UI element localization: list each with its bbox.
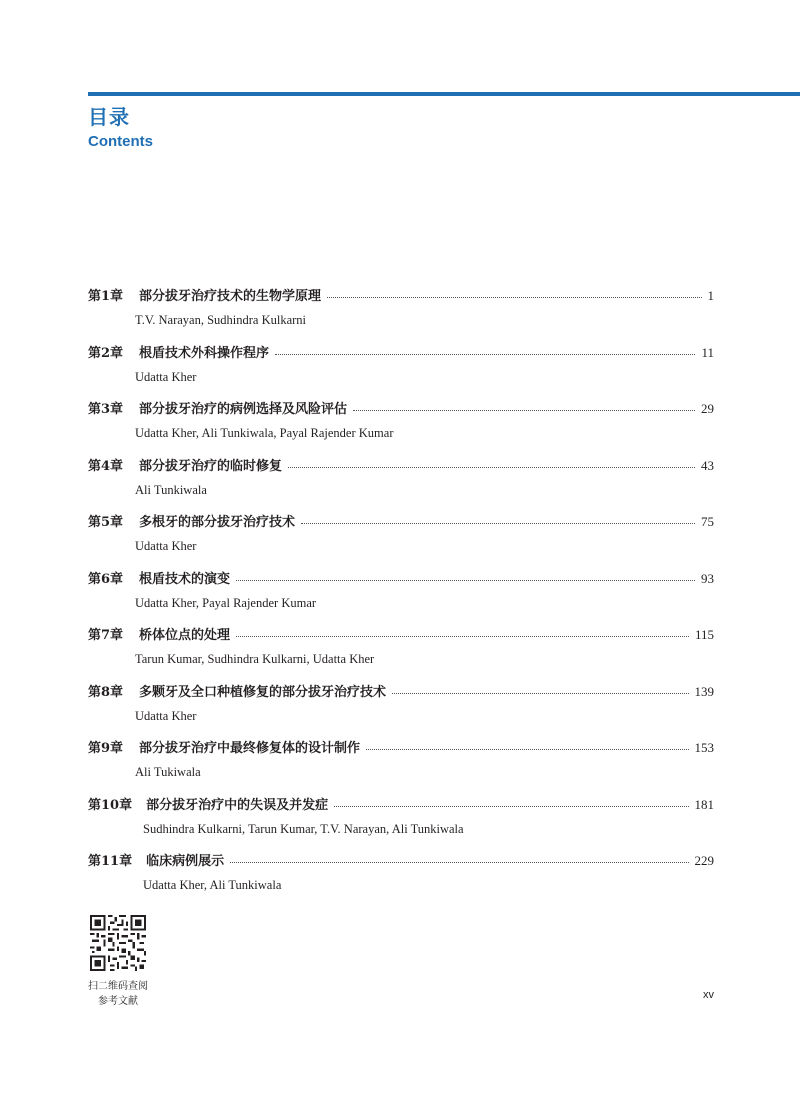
chapter-number: 第4章 [88,458,124,474]
chapter-authors: Udatta Kher [135,539,197,553]
dot-leader [288,457,695,468]
page-number: 153 [694,740,714,755]
page-number: 43 [701,457,714,473]
chapter-number: 第3章 [88,402,124,417]
chapter-number: 第8章 [88,684,124,700]
page-folio: xv [703,989,714,1001]
page-title-en: Contents [88,133,153,150]
chapter-title[interactable]: 多颗牙及全口种植修复的部分拔牙治疗技术 [139,684,387,700]
chapter-title[interactable]: 部分拔牙治疗中的失误及并发症 [146,797,329,813]
toc-entry[interactable] [88,399,714,456]
page-number: 11 [701,344,714,360]
page-number: 139 [694,683,714,699]
toc-entry[interactable] [88,682,714,739]
chapter-number: 第1章 [88,289,124,304]
chapter-title[interactable]: 根盾技术外科操作程序 [139,345,270,361]
toc-entry[interactable] [88,286,714,343]
qr-caption [88,979,148,1009]
chapter-authors: Ali Tunkiwala [135,482,207,497]
dot-leader [236,570,695,581]
chapter-authors: Udatta Kher, Ali Tunkiwala, Payal Rajender Kumar [135,426,394,440]
toc-entry[interactable] [88,456,714,513]
chapter-number: 第7章 [88,628,124,643]
chapter-authors: Ali Tukiwala [135,765,201,779]
chapter-authors: T.V. Narayan, Sudhindra Kulkarni [135,313,307,327]
toc-entry[interactable] [88,512,714,569]
dot-leader [327,287,701,298]
chapter-authors: Udatta Kher, Ali Tunkiwala [143,878,282,892]
qr-block [88,915,152,1009]
qr-code-icon[interactable] [90,915,146,971]
chapter-number: 第11章 [88,854,133,869]
dot-leader [236,626,689,637]
toc-entry[interactable] [88,738,714,795]
chapter-number: 第10章 [88,797,133,813]
chapter-authors: Udatta Kher, Payal Rajender Kumar [135,595,317,610]
toc-entry[interactable] [88,569,714,626]
chapter-authors: Udatta Kher [135,369,197,384]
chapter-title[interactable]: 部分拔牙治疗的病例选择及风险评估 [139,402,348,417]
header-rule [88,92,800,96]
dot-leader [230,852,688,863]
table-of-contents [88,286,714,908]
chapter-title[interactable]: 部分拔牙治疗的临时修复 [139,458,283,474]
chapter-title[interactable]: 部分拔牙治疗中最终修复体的设计制作 [139,741,361,756]
toc-entry[interactable] [88,343,714,400]
toc-entry[interactable] [88,625,714,682]
page-number: 181 [694,796,714,812]
dot-leader [275,344,695,355]
page-number: 1 [707,288,714,303]
page-title-cn: 目录 [88,105,130,129]
chapter-number: 第5章 [88,515,124,530]
page-number: 229 [694,853,714,868]
chapter-title[interactable]: 桥体位点的处理 [139,628,231,643]
qr-caption-line1: 扫二维码查阅 [88,981,148,992]
toc-entry[interactable] [88,795,714,852]
dot-leader [392,683,688,694]
dot-leader [353,400,695,411]
page-number: 115 [694,627,714,642]
qr-caption-line2: 参考文献 [98,996,138,1007]
chapter-number: 第9章 [88,741,124,756]
dot-leader [334,796,688,807]
chapter-title[interactable]: 多根牙的部分拔牙治疗技术 [139,515,296,530]
chapter-number: 第6章 [88,571,124,587]
dot-leader [301,513,695,524]
toc-entry[interactable] [88,851,714,908]
page-number: 75 [701,514,714,529]
dot-leader [366,739,688,750]
chapter-authors: Tarun Kumar, Sudhindra Kulkarni, Udatta Kher [135,652,375,666]
chapter-title[interactable]: 临床病例展示 [146,854,225,869]
chapter-title[interactable]: 根盾技术的演变 [139,571,231,587]
page-number: 93 [701,570,714,586]
chapter-authors: Udatta Kher [135,708,197,723]
page-number: 29 [701,401,714,416]
chapter-title[interactable]: 部分拔牙治疗技术的生物学原理 [139,289,322,304]
chapter-number: 第2章 [88,345,124,361]
chapter-authors: Sudhindra Kulkarni, Tarun Kumar, T.V. Narayan, Ali Tunkiwala [143,821,464,836]
